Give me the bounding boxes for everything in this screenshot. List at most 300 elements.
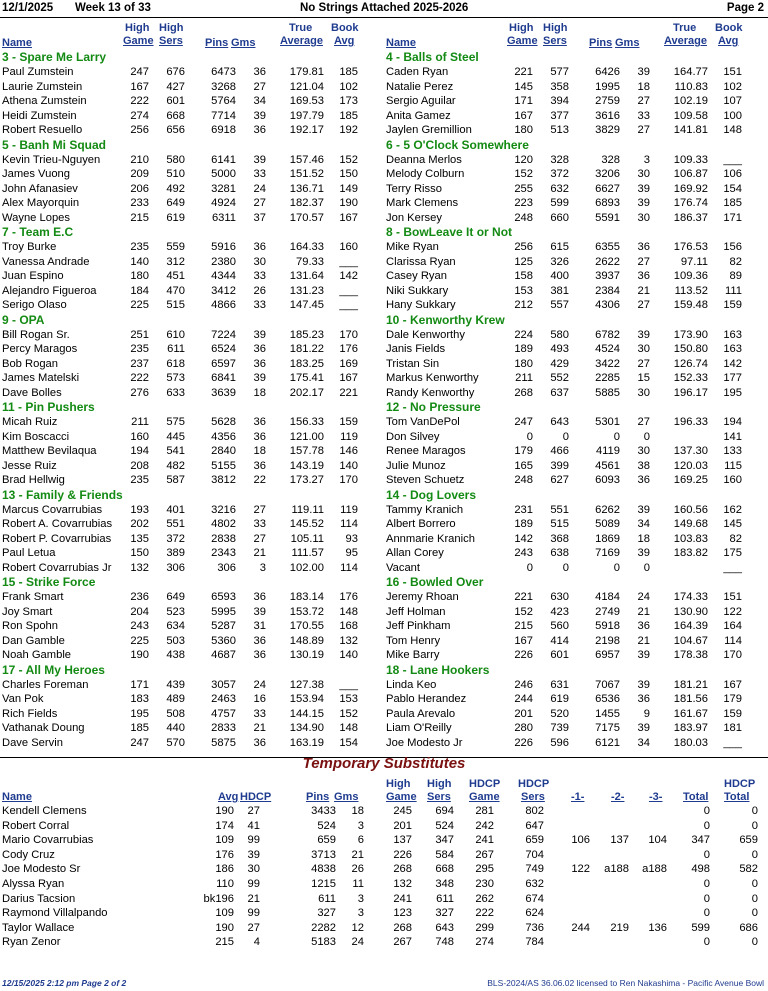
- true-average: 183.82: [673, 547, 708, 559]
- week-label: Week 13 of 33: [75, 2, 151, 14]
- player-row: [0, 692, 384, 707]
- high-series: 312: [166, 255, 185, 268]
- book-average: 179: [723, 693, 742, 705]
- team-title: 7 - Team E.C: [2, 225, 74, 239]
- sub-total: 0: [703, 892, 710, 905]
- book-average: 163: [723, 328, 742, 341]
- games: 27: [637, 416, 650, 428]
- sub-pins: 1215: [311, 877, 336, 890]
- book-average: 106: [723, 168, 742, 180]
- high-game: 235: [130, 241, 149, 253]
- true-average: 130.90: [673, 605, 708, 618]
- sub-hdcp-series: 802: [525, 805, 544, 817]
- high-game: 202: [130, 518, 149, 530]
- high-game: 248: [514, 474, 533, 486]
- sub-games: 6: [357, 834, 364, 847]
- sub-high-series: 643: [435, 921, 454, 934]
- high-series: 577: [550, 66, 569, 78]
- games: 39: [253, 328, 266, 341]
- true-average: 102.19: [673, 95, 708, 107]
- pins: 2749: [595, 605, 620, 618]
- team-block: [0, 400, 384, 488]
- sub-handicap: 41: [247, 819, 260, 832]
- pins: 5089: [595, 518, 620, 530]
- high-series: 0: [562, 430, 569, 443]
- player-name: Percy Maragos: [2, 343, 78, 355]
- col-high-sers-2: Sers: [543, 35, 567, 47]
- sub-name: Raymond Villalpando: [2, 907, 108, 920]
- high-series: 627: [550, 474, 569, 486]
- book-average: 142: [339, 270, 358, 282]
- player-row: [384, 546, 768, 561]
- true-average: 126.74: [673, 357, 708, 370]
- player-row: [0, 546, 384, 561]
- high-game: 152: [514, 168, 533, 180]
- book-average: 194: [723, 416, 742, 428]
- pins: 0: [613, 430, 620, 443]
- player-row: [384, 517, 768, 532]
- games: 39: [253, 153, 266, 166]
- player-row: [384, 678, 768, 693]
- games: 36: [253, 736, 266, 749]
- player-row: [0, 269, 384, 284]
- sub-row: [0, 921, 768, 936]
- book-average: 100: [723, 109, 742, 122]
- player-row: [384, 284, 768, 299]
- high-series: 306: [166, 561, 185, 574]
- sub-hdcp-total: 0: [751, 936, 758, 949]
- true-average: 111.57: [291, 547, 324, 559]
- high-game: 204: [130, 605, 149, 618]
- high-game: 256: [514, 241, 533, 253]
- header-divider: [0, 17, 768, 18]
- book-average: 141: [723, 430, 742, 443]
- col-high-game-1: High: [509, 22, 534, 34]
- player-name: Bill Rogan Sr.: [2, 328, 70, 341]
- player-row: [384, 65, 768, 80]
- high-game: 243: [130, 620, 149, 632]
- games: 21: [637, 634, 650, 647]
- player-row: [384, 707, 768, 722]
- pins: 7067: [595, 678, 620, 691]
- sub-pins: 3433: [311, 805, 336, 817]
- player-row: [0, 357, 384, 372]
- true-average: 157.78: [289, 445, 324, 457]
- pins: 6597: [211, 357, 236, 370]
- player-name: Clarissa Ryan: [386, 255, 456, 268]
- book-average: 102: [339, 80, 358, 93]
- team-title: 5 - Banh Mi Squad: [2, 137, 107, 152]
- games: 33: [637, 109, 650, 122]
- true-average: 157.46: [289, 153, 324, 166]
- player-row: [384, 328, 768, 343]
- high-series: 389: [166, 547, 185, 559]
- games: 30: [637, 343, 650, 355]
- sub-hdcp-series: 659: [525, 834, 544, 847]
- games: 36: [637, 693, 650, 705]
- true-average: 164.77: [673, 66, 708, 78]
- true-average: 192.17: [289, 124, 324, 136]
- player-name: Bob Rogan: [2, 357, 58, 370]
- games: 27: [253, 197, 266, 209]
- true-average: 141.81: [673, 124, 708, 136]
- sub-hdcp-series: 632: [525, 877, 544, 890]
- book-average: 111: [724, 284, 742, 297]
- subs-col-hdcp-total-2: Total: [724, 791, 750, 803]
- subs-col-hdcp-game-1: HDCP: [469, 778, 501, 790]
- sub-high-series: 611: [436, 892, 454, 905]
- high-series: 638: [550, 547, 569, 559]
- games: 30: [637, 211, 650, 224]
- player-row: [0, 430, 384, 445]
- sub-high-series: 347: [435, 834, 454, 847]
- high-series: 513: [550, 124, 569, 136]
- player-name: Robert P. Covarrubias: [2, 532, 112, 545]
- pins: 0: [613, 561, 620, 574]
- high-series: 492: [166, 182, 185, 195]
- sub-name: Darius Tacsion: [2, 892, 76, 905]
- sub-high-game: 268: [393, 863, 412, 876]
- pins: 2840: [211, 445, 236, 457]
- player-name: Tristan Sin: [386, 357, 440, 370]
- games: 3: [643, 153, 650, 166]
- book-average: ___: [339, 255, 358, 268]
- player-name: Jesse Ruiz: [2, 459, 57, 472]
- book-average: 115: [724, 459, 742, 472]
- book-average: 151: [723, 591, 742, 603]
- book-average: 145: [723, 518, 742, 530]
- pins: 2380: [211, 255, 236, 268]
- player-name: Ron Spohn: [2, 620, 58, 632]
- high-series: 676: [166, 66, 185, 78]
- sub-high-game: 267: [393, 936, 412, 949]
- player-name: Julie Munoz: [386, 459, 446, 472]
- pins: 5000: [211, 168, 236, 180]
- pins: 7224: [211, 328, 236, 341]
- player-name: Paula Arevalo: [386, 707, 456, 720]
- team-title: 6 - 5 O'Clock Somewhere: [386, 137, 529, 152]
- high-game: 274: [130, 109, 149, 122]
- player-row: [0, 255, 384, 270]
- player-name: Tom Henry: [386, 634, 441, 647]
- sub-game-1: 106: [571, 834, 590, 847]
- true-average: 185.23: [289, 328, 324, 341]
- pins: 6426: [595, 66, 620, 78]
- subs-col-avg: Avg: [218, 791, 239, 803]
- player-row: [0, 561, 384, 576]
- sub-games: 18: [351, 805, 364, 817]
- player-row: [384, 619, 768, 634]
- high-game: 201: [514, 707, 533, 720]
- sub-name: Alyssa Ryan: [2, 877, 65, 890]
- book-average: ___: [723, 561, 742, 574]
- high-game: 226: [514, 649, 533, 661]
- sub-handicap: 99: [247, 877, 260, 890]
- high-game: 246: [514, 678, 533, 691]
- games: 38: [637, 459, 650, 472]
- sub-average: 176: [215, 848, 234, 861]
- col-high-game-1: High: [125, 22, 150, 34]
- pins: 1995: [595, 80, 620, 93]
- book-average: 192: [339, 124, 358, 136]
- player-row: [384, 80, 768, 95]
- high-game: 247: [130, 736, 149, 749]
- true-average: 181.56: [673, 693, 708, 705]
- sub-games: 24: [351, 936, 364, 949]
- high-game: 215: [514, 620, 533, 632]
- player-name: Alejandro Figueroa: [2, 284, 97, 297]
- sub-name: Taylor Wallace: [2, 921, 75, 934]
- high-series: 596: [550, 736, 569, 749]
- book-average: ___: [723, 736, 742, 749]
- team-block: [384, 575, 768, 663]
- player-row: [384, 123, 768, 138]
- column-header: [0, 20, 384, 50]
- book-average: 175: [723, 547, 742, 559]
- pins: 2285: [595, 372, 620, 384]
- player-name: Paul Zumstein: [2, 66, 74, 78]
- high-game: 135: [130, 532, 149, 545]
- book-average: 153: [339, 693, 358, 705]
- player-row: [0, 123, 384, 138]
- player-name: James Vuong: [2, 168, 70, 180]
- player-name: Laurie Zumstein: [2, 80, 83, 93]
- high-series: 551: [166, 518, 185, 530]
- high-series: 423: [550, 605, 569, 618]
- player-name: Dan Gamble: [2, 634, 65, 647]
- player-row: [0, 415, 384, 430]
- team-block: [384, 138, 768, 226]
- true-average: 131.64: [289, 270, 324, 282]
- player-name: Marcus Covarrubias: [2, 503, 103, 516]
- standings-left-column: [0, 20, 384, 750]
- book-average: 148: [339, 605, 358, 618]
- games: 36: [253, 649, 266, 661]
- games: 21: [253, 722, 266, 734]
- book-average: 167: [339, 372, 358, 384]
- high-game: 280: [514, 722, 533, 734]
- team-block: [384, 400, 768, 488]
- team-title: 3 - Spare Me Larry: [2, 50, 107, 64]
- player-row: [384, 211, 768, 226]
- high-series: 399: [550, 459, 569, 472]
- high-series: 372: [550, 168, 569, 180]
- subs-col-hdcp-total-1: HDCP: [724, 778, 756, 790]
- high-series: 400: [550, 270, 569, 282]
- player-name: Jeff Holman: [386, 605, 446, 618]
- true-average: 170.55: [289, 620, 324, 632]
- player-name: Caden Ryan: [386, 66, 449, 78]
- high-game: 189: [514, 518, 533, 530]
- sub-average: 110: [216, 877, 234, 890]
- games: 36: [253, 459, 266, 472]
- high-series: 573: [166, 372, 185, 384]
- book-average: 146: [339, 445, 358, 457]
- pins: 4561: [595, 459, 620, 472]
- games: 27: [253, 503, 266, 516]
- high-series: 660: [550, 211, 569, 224]
- player-row: [0, 153, 384, 168]
- high-game: 180: [130, 270, 149, 282]
- true-average: 202.17: [289, 386, 324, 399]
- book-average: 149: [339, 182, 358, 195]
- games: 31: [253, 620, 266, 632]
- player-row: [384, 634, 768, 649]
- sub-game-1: 122: [571, 863, 590, 876]
- team-block: [0, 138, 384, 226]
- player-row: [384, 430, 768, 445]
- book-average: 151: [723, 66, 742, 78]
- player-name: Juan Espino: [2, 270, 64, 282]
- sub-row: [0, 935, 768, 950]
- sub-row: [0, 848, 768, 863]
- book-average: 170: [723, 649, 742, 661]
- sub-hdcp-series: 647: [525, 819, 544, 832]
- games: 0: [643, 430, 650, 443]
- column-header: [384, 20, 768, 50]
- subs-col-high-sers-1: High: [427, 778, 452, 790]
- true-average: 160.56: [673, 503, 708, 516]
- games: 39: [637, 503, 650, 516]
- book-average: 148: [723, 124, 742, 136]
- pins: 5591: [595, 211, 620, 224]
- sub-pins: 4838: [311, 863, 336, 876]
- player-name: Jon Kersey: [386, 211, 442, 224]
- player-name: Renee Maragos: [386, 445, 466, 457]
- book-average: 173: [339, 95, 358, 107]
- subs-col-hdcp-sers-2: Sers: [521, 791, 545, 803]
- high-series: 520: [550, 707, 569, 720]
- pins: 6536: [595, 693, 620, 705]
- sub-games: 3: [357, 907, 364, 920]
- pins: 7714: [211, 109, 236, 122]
- sub-games: 3: [357, 819, 364, 832]
- sub-handicap: 39: [247, 848, 260, 861]
- player-name: Mike Barry: [386, 649, 440, 661]
- games: 33: [253, 299, 266, 311]
- player-name: Brad Hellwig: [2, 474, 65, 486]
- col-true-avg-1: True: [289, 22, 313, 34]
- team-title: 4 - Balls of Steel: [386, 50, 479, 64]
- high-series: 570: [166, 736, 185, 749]
- team-block: [0, 225, 384, 313]
- pins: 5916: [211, 241, 236, 253]
- player-name: Kevin Trieu-Nguyen: [2, 153, 101, 166]
- pins: 6355: [595, 241, 620, 253]
- player-row: [384, 736, 768, 751]
- high-series: 503: [166, 634, 185, 647]
- pins: 3422: [595, 357, 620, 370]
- high-series: 439: [166, 678, 185, 691]
- sub-game-1: 244: [571, 921, 590, 934]
- pins: 6121: [595, 736, 620, 749]
- player-name: Janis Fields: [386, 343, 446, 355]
- player-name: Niki Sukkary: [386, 284, 449, 297]
- team-block: [0, 50, 384, 138]
- true-average: 186.37: [673, 211, 708, 224]
- games: 22: [253, 474, 266, 486]
- high-series: 580: [550, 328, 569, 341]
- high-game: 222: [130, 372, 149, 384]
- player-name: Dave Servin: [2, 736, 63, 749]
- high-series: 552: [550, 372, 569, 384]
- true-average: 196.33: [673, 416, 708, 428]
- sub-hdcp-total: 0: [751, 848, 758, 861]
- high-game: 225: [130, 634, 149, 647]
- player-row: [0, 328, 384, 343]
- player-name: Dale Kenworthy: [386, 328, 465, 341]
- player-name: Tammy Kranich: [386, 503, 464, 516]
- player-row: [0, 240, 384, 255]
- true-average: 180.03: [673, 736, 708, 749]
- sub-row: [0, 906, 768, 921]
- high-series: 401: [166, 503, 185, 516]
- pins: 6473: [211, 66, 236, 78]
- book-average: 114: [340, 561, 358, 574]
- games: 30: [637, 168, 650, 180]
- high-game: 132: [130, 561, 149, 574]
- games: 21: [637, 284, 650, 297]
- sub-games: 3: [357, 892, 364, 905]
- player-name: Melody Colburn: [386, 168, 465, 180]
- high-game: 189: [514, 343, 533, 355]
- pins: 1455: [595, 707, 620, 720]
- col-book-avg-2: Avg: [718, 35, 739, 47]
- games: 39: [637, 66, 650, 78]
- sub-name: Mario Covarrubias: [2, 834, 94, 847]
- player-name: Wayne Lopes: [2, 211, 70, 224]
- player-row: [384, 255, 768, 270]
- high-game: 167: [130, 80, 149, 93]
- high-game: 255: [514, 182, 533, 195]
- true-average: 159.48: [673, 299, 708, 311]
- player-name: Mike Ryan: [386, 241, 439, 253]
- games: 36: [637, 241, 650, 253]
- player-row: [384, 692, 768, 707]
- sub-hdcp-game: 295: [475, 863, 494, 876]
- team-title: 13 - Family & Friends: [2, 487, 123, 502]
- high-game: 140: [130, 255, 149, 268]
- high-series: 508: [166, 707, 185, 720]
- sub-average: 109: [215, 907, 234, 920]
- true-average: 176.53: [673, 241, 708, 253]
- sub-hdcp-game: 281: [475, 805, 494, 817]
- games: 33: [253, 168, 266, 180]
- pins: 6841: [211, 372, 236, 384]
- true-average: 175.41: [289, 372, 324, 384]
- sub-game-2: 137: [610, 834, 629, 847]
- high-game: 0: [526, 561, 533, 574]
- player-row: [0, 459, 384, 474]
- high-series: 557: [550, 299, 569, 311]
- book-average: 82: [729, 255, 742, 268]
- sub-hdcp-series: 704: [525, 848, 544, 861]
- high-series: 630: [550, 591, 569, 603]
- player-row: [0, 94, 384, 109]
- team-title: 10 - Kenworthy Krew: [386, 312, 505, 327]
- team-block: [384, 663, 768, 751]
- high-game: 184: [130, 284, 149, 297]
- high-series: 649: [166, 591, 185, 603]
- high-series: 326: [550, 255, 569, 268]
- sub-handicap: 99: [247, 907, 260, 920]
- high-game: 221: [514, 66, 533, 78]
- high-game: 221: [514, 591, 533, 603]
- games: 36: [253, 430, 266, 443]
- high-game: 256: [130, 124, 149, 136]
- player-name: Casey Ryan: [386, 270, 447, 282]
- player-name: Serigo Olaso: [2, 299, 67, 311]
